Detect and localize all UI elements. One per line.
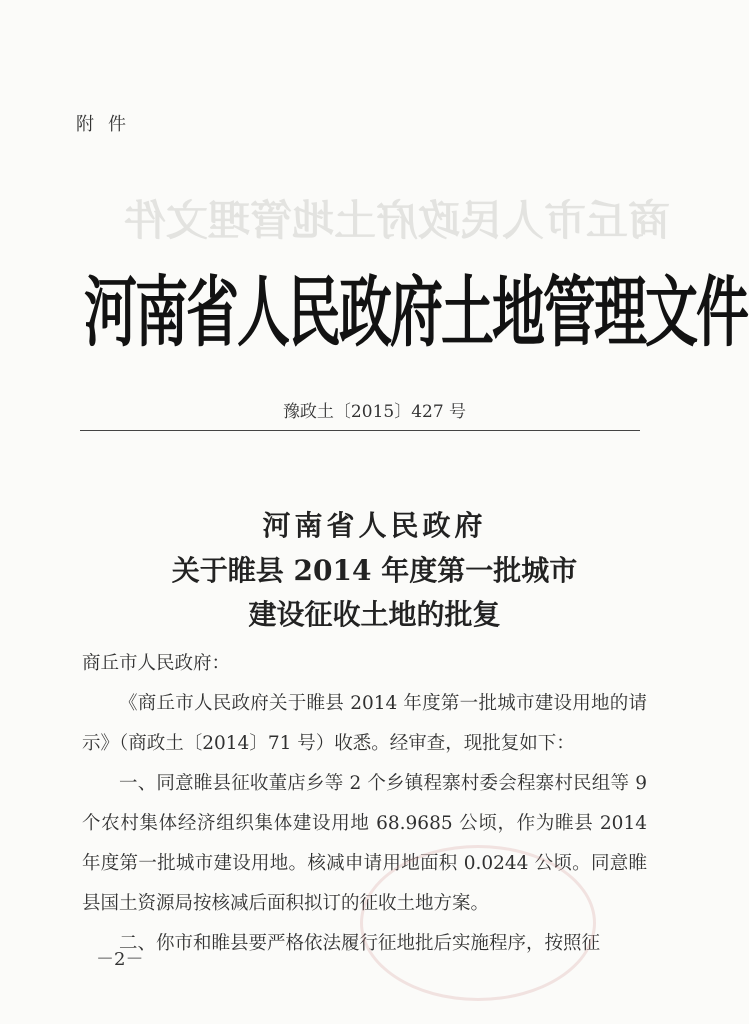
paragraph-3: 二、你市和睢县要严格依法履行征地批后实施程序，按照征 (119, 933, 601, 954)
heading-line-3: 建设征收土地的批复 (248, 598, 501, 631)
addressee: 商丘市人民政府： (82, 653, 231, 674)
header-divider (80, 430, 640, 431)
heading-line-1: 河南省人民政府 (262, 509, 487, 542)
letterhead-title: 河南省人民政府土地管理文件 (84, 269, 747, 358)
bleed-through-title: 商丘市人民政府土地管理文件 (123, 196, 670, 245)
paragraph-2: 一、同意睢县征收董店乡等 2 个乡镇程寨村委会程寨村民组等 9 个农村集体经济组织集体建设用地 68.9685 公顷，作为睢县 2014 年度第一批城市建设用地。核减申请用地面积 0.0244 公顷。同意睢县国土资源局按核减后面积拟订的征收土地方案。 (82, 773, 647, 914)
heading-line-2: 关于睢县 2014 年度第一批城市 (171, 554, 578, 587)
attachment-label: 附件 (76, 114, 140, 135)
paragraph-1: 《商丘市人民政府关于睢县 2014 年度第一批城市建设用地的请示》（商政土〔2014〕71 号）收悉。经审查，现批复如下： (82, 693, 647, 754)
document-number: 豫政土〔2015〕427 号 (282, 402, 467, 422)
faded-seal-stamp (360, 845, 596, 1001)
page-number: －2－ (96, 949, 144, 970)
